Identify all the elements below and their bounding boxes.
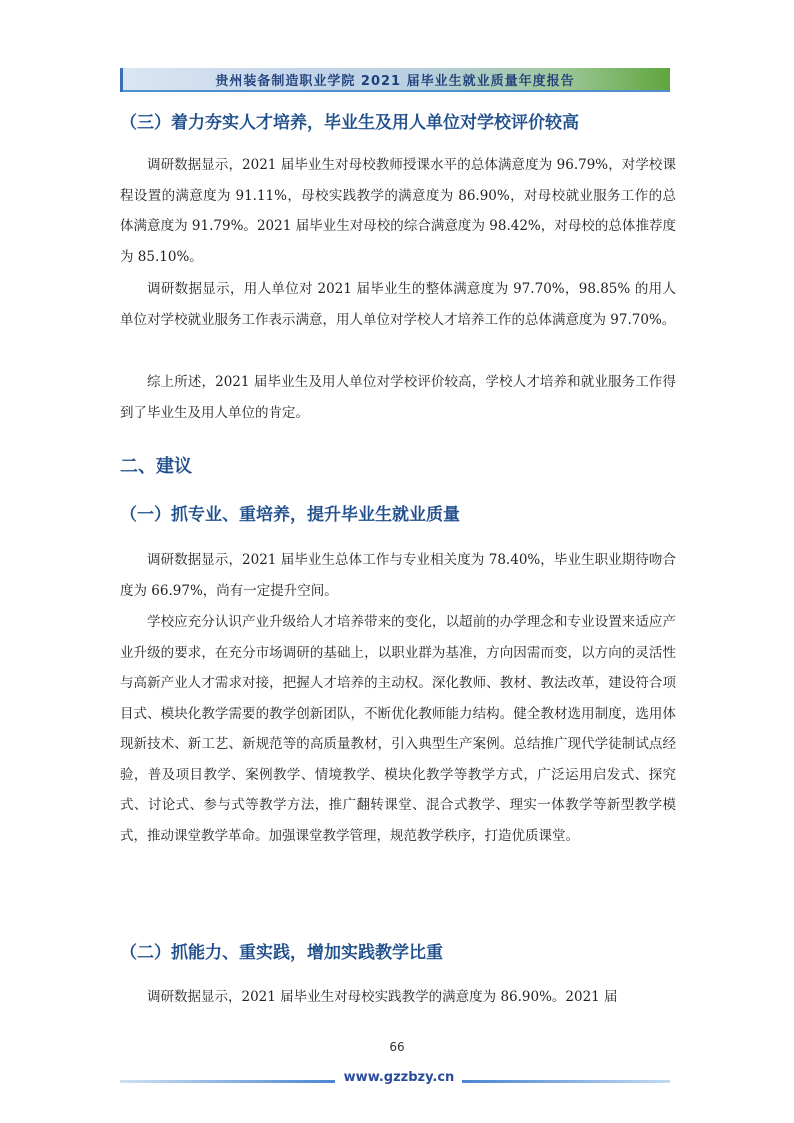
header-title: 贵州装备制造职业学院 2021 届毕业生就业质量年度报告: [215, 74, 575, 89]
footer-rule-right: [462, 1080, 670, 1083]
section-heading-2: （二）抓能力、重实践，增加实践教学比重: [120, 943, 443, 963]
section-heading-3: （三）着力夯实人才培养，毕业生及用人单位对学校评价较高: [120, 113, 579, 133]
paragraph-6: 调研数据显示，2021 届毕业生对母校实践教学的满意度为 86.90%。2021 届: [147, 989, 618, 1005]
paragraph-4: 调研数据显示，2021 届毕业生总体工作与专业相关度为 78.40%，毕业生职业期待吻合度为 66.97%，尚有一定提升空间。: [120, 552, 676, 599]
paragraph-3: 综上所述，2021 届毕业生及用人单位对学校评价较高，学校人才培养和就业服务工作得到了毕业生及用人单位的肯定。: [120, 374, 676, 421]
header-accent: [120, 68, 123, 92]
chapter-heading: 二、建议: [120, 456, 192, 477]
section-heading-1: （一）抓专业、重培养，提升毕业生就业质量: [120, 505, 460, 525]
footer-rule-left: [120, 1080, 335, 1083]
paragraph-1: 调研数据显示，2021 届毕业生对母校教师授课水平的总体满意度为 96.79%，对学校课程设置的满意度为 91.11%，母校实践教学的满意度为 86.90%，对母校就业服务工作的总体满意度为 91.79%。2021 届毕业生对母校的综合满意度为 98.42%，对母校的总体推荐度为 85.10%。: [120, 157, 676, 265]
header-bar: [120, 68, 670, 92]
page-number: 66: [389, 1040, 405, 1054]
footer-url: www.gzzbzy.cn: [343, 1070, 455, 1085]
paragraph-5: 学校应充分认识产业升级给人才培养带来的变化，以超前的办学理念和专业设置来适应产业升级的要求，在充分市场调研的基础上，以职业群为基准，方向因需而变，以方向的灵活性与高新产业人才需求对接，把握人才培养的主动权。深化教师、教材、教法改革，建设符合项目式、模块化教学需要的教学创新团队，不断优化教师能力结构。健全教材选用制度，选用体现新技术、新工艺、新规范等的高质量教材，引入典型生产案例。总结推广现代学徒制试点经验，普及项目教学、案例教学、情境教学、模块化教学等教学方式，广泛运用启发式、探究式、讨论式、参与式等教学方法，推广翻转课堂、混合式教学、理实一体教学等新型教学模式，推动课堂教学革命。加强课堂教学管理，规范教学秩序，打造优质课堂。: [120, 614, 676, 844]
paragraph-2: 调研数据显示，用人单位对 2021 届毕业生的整体满意度为 97.70%，98.85% 的用人单位对学校就业服务工作表示满意，用人单位对学校人才培养工作的总体满意度为 97.70%。: [120, 281, 676, 328]
